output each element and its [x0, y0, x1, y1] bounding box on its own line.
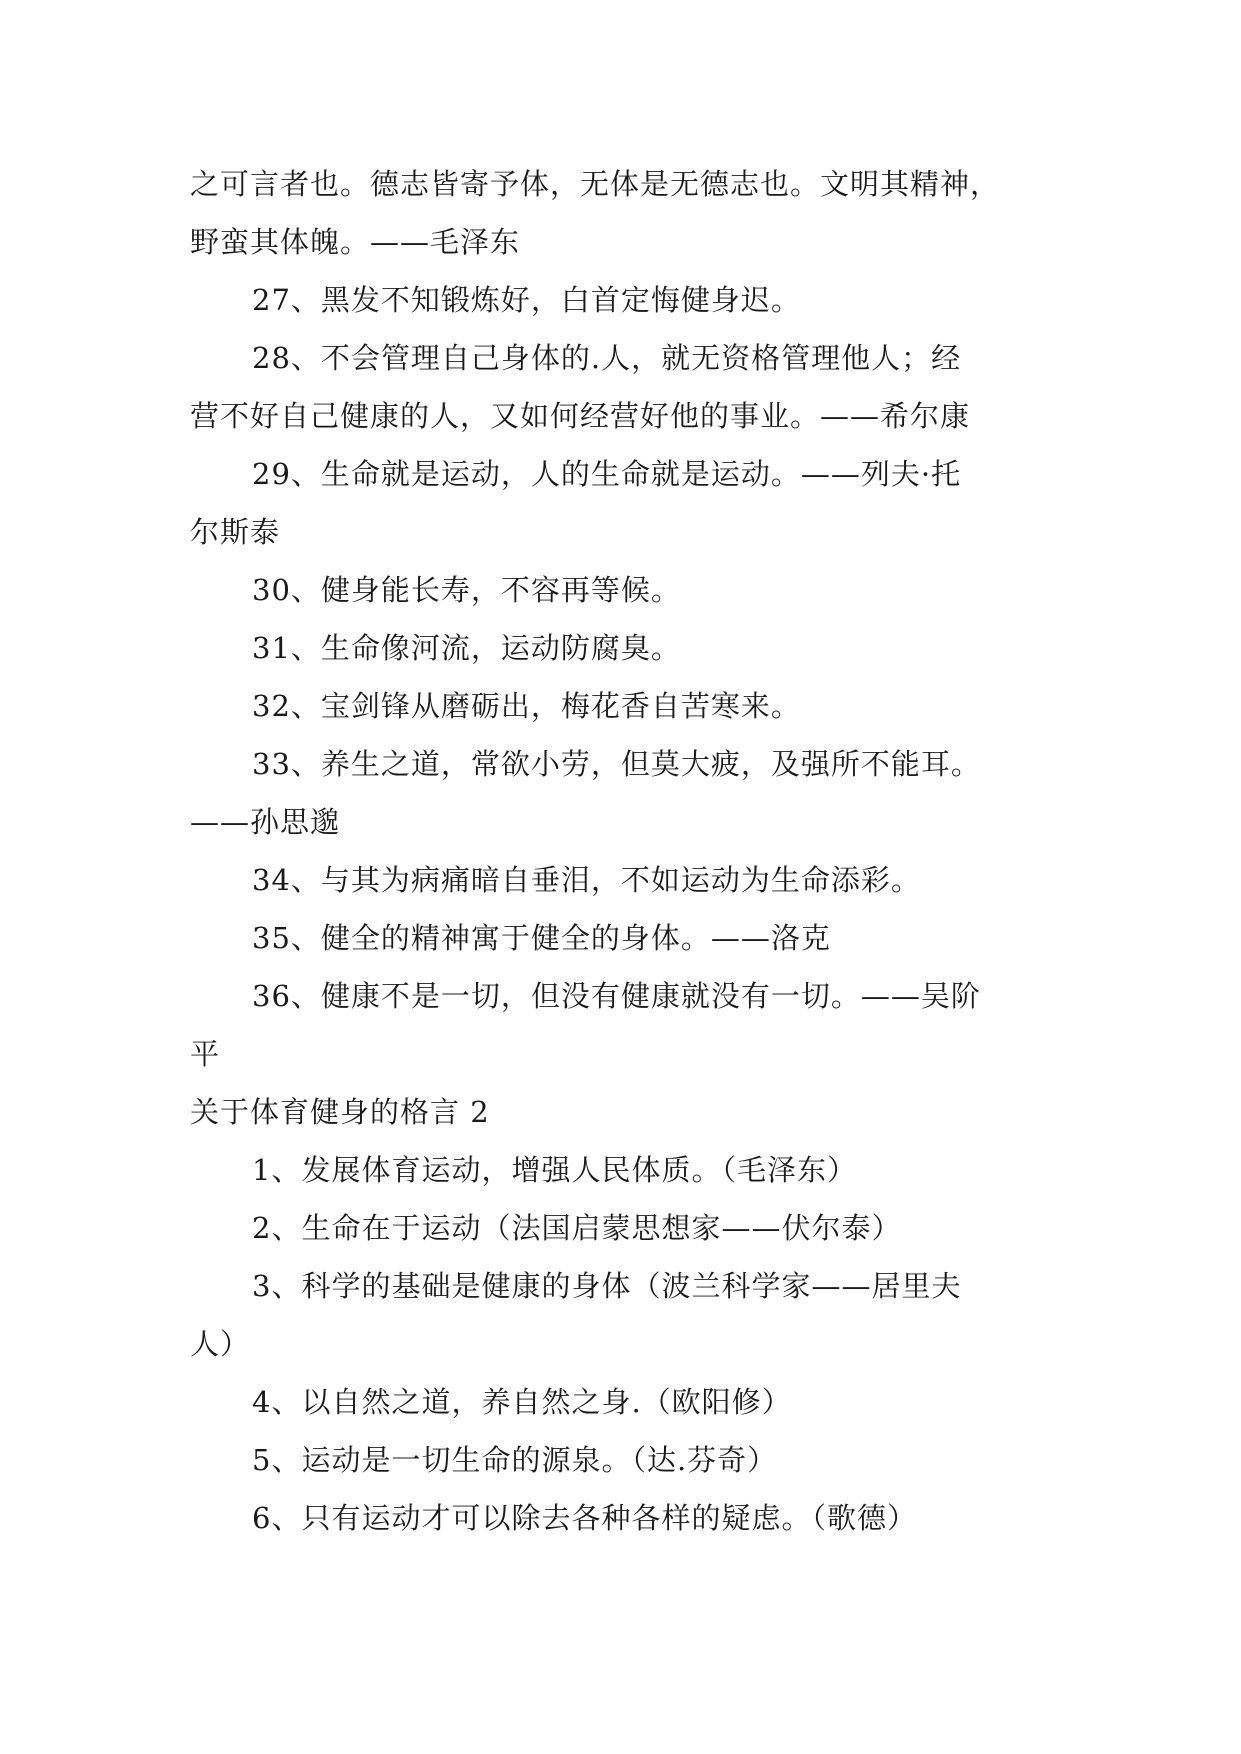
quote-item-29: 29、生命就是运动，人的生命就是运动。——列夫·托 [252, 457, 962, 491]
quote-item-33: 33、养生之道，常欲小劳，但莫大疲，及强所不能耳。 [252, 747, 981, 781]
text-line: 尔斯泰 [190, 515, 281, 549]
text-line: 平 [190, 1037, 221, 1071]
text-line: 之可言者也。德志皆寄予体，无体是无德志也。文明其精神， [190, 167, 1001, 201]
section-heading: 关于体育健身的格言 2 [190, 1095, 490, 1129]
quote-item-32: 32、宝剑锋从磨砺出，梅花香自苦寒来。 [252, 689, 801, 723]
quote-item-4: 4、以自然之道，养自然之身.（欧阳修） [252, 1385, 792, 1419]
text-line: 人） [190, 1327, 251, 1361]
quote-item-31: 31、生命像河流，运动防腐臭。 [252, 631, 681, 665]
document-body [190, 155, 1070, 1547]
quote-item-30: 30、健身能长寿，不容再等候。 [252, 573, 681, 607]
text-line: 营不好自己健康的人，又如何经营好他的事业。——希尔康 [190, 399, 971, 433]
text-line: 野蛮其体魄。——毛泽东 [190, 225, 521, 259]
quote-item-27: 27、黑发不知锻炼好，白首定悔健身迟。 [252, 283, 801, 317]
text-line: ——孙思邈 [190, 805, 341, 839]
quote-item-28: 28、不会管理自己身体的.人，就无资格管理他人；经 [252, 341, 962, 375]
quote-item-5: 5、运动是一切生命的源泉。（达.芬奇） [252, 1443, 778, 1477]
quote-item-6: 6、只有运动才可以除去各种各样的疑虑。（歌德） [252, 1501, 917, 1535]
quote-item-2: 2、生命在于运动（法国启蒙思想家——伏尔泰） [252, 1211, 902, 1245]
quote-item-3: 3、科学的基础是健康的身体（波兰科学家——居里夫 [252, 1269, 962, 1303]
quote-item-34: 34、与其为病痛暗自垂泪，不如运动为生命添彩。 [252, 863, 921, 897]
quote-item-36: 36、健康不是一切，但没有健康就没有一切。——吴阶 [252, 979, 981, 1013]
quote-item-35: 35、健全的精神寓于健全的身体。——洛克 [252, 921, 831, 955]
quote-item-1: 1、发展体育运动，增强人民体质。（毛泽东） [252, 1153, 857, 1187]
